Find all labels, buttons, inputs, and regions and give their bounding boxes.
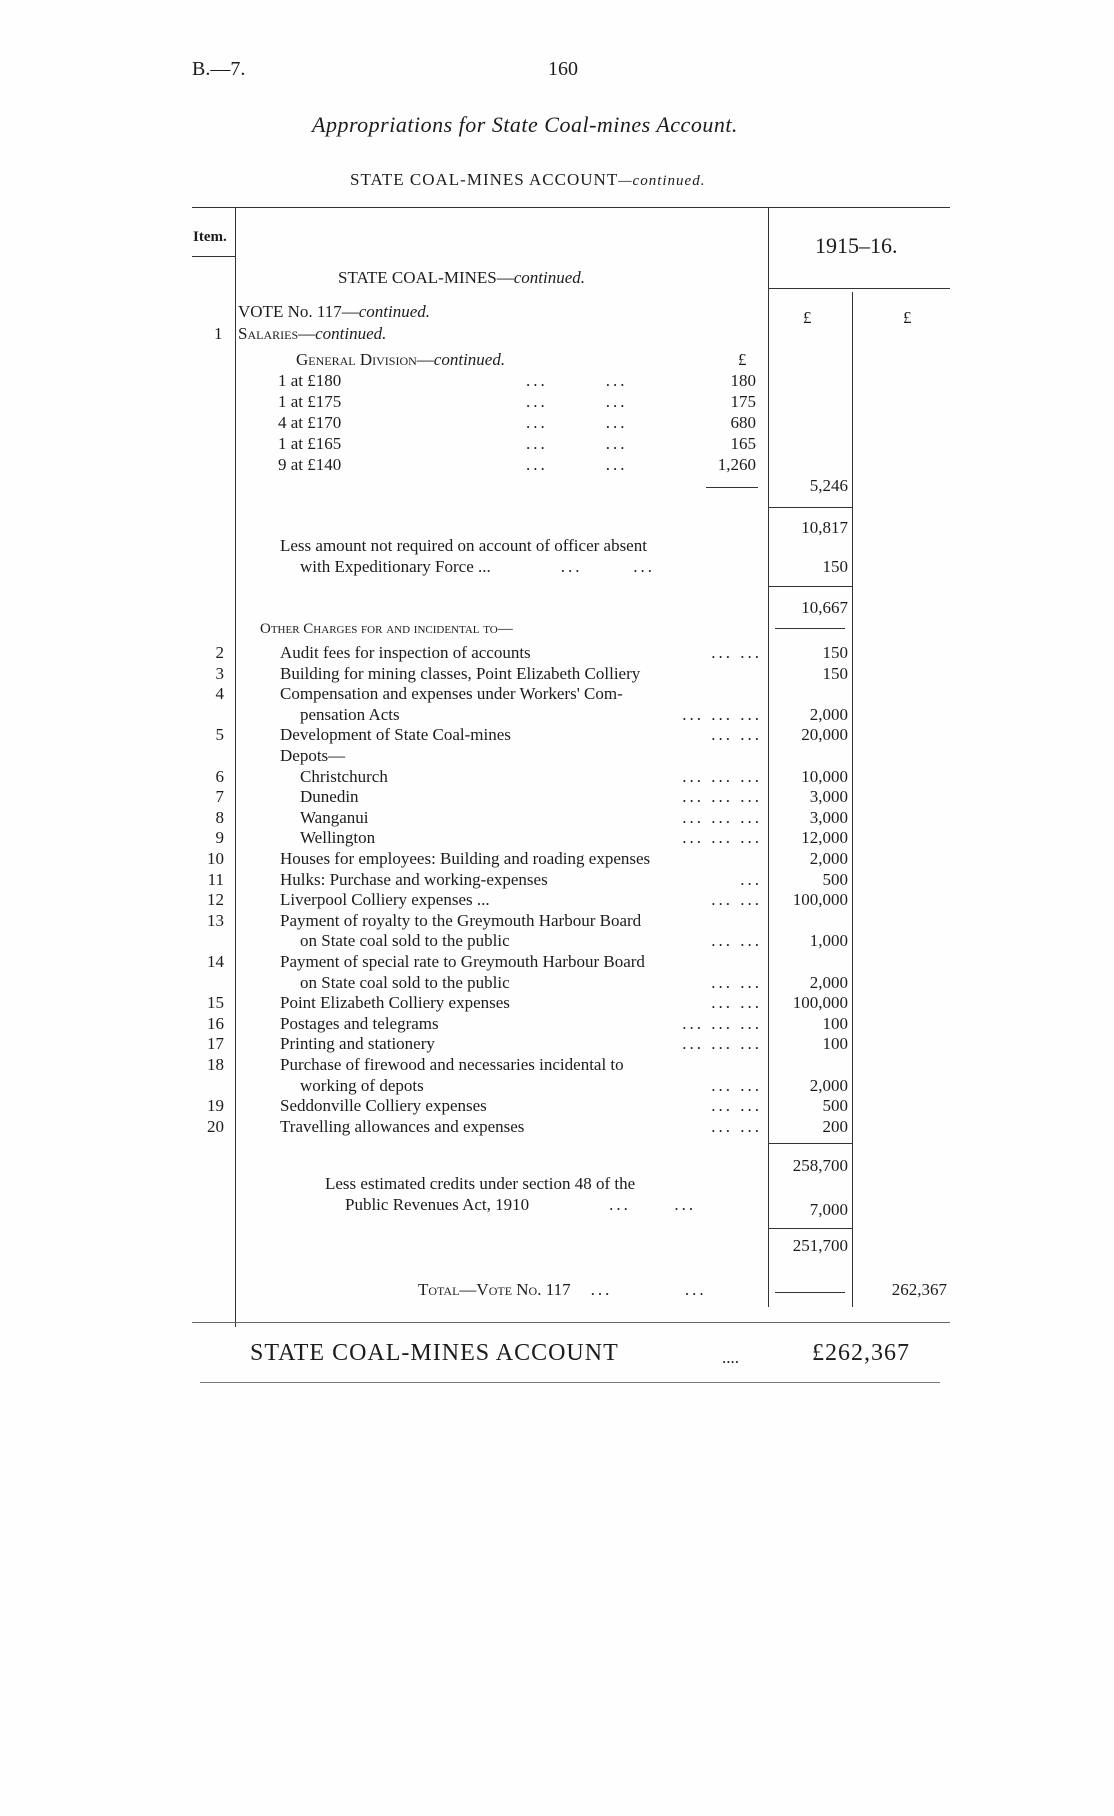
general-division-cont: continued. bbox=[433, 350, 506, 369]
charge-description: Payment of royalty to the Greymouth Harbour Board bbox=[280, 910, 642, 930]
general-division-sum-rule bbox=[706, 487, 758, 488]
salaries-label: Salaries— bbox=[238, 324, 316, 343]
charge-item-number: 2 bbox=[215, 643, 224, 662]
leader-dots: ... ... bbox=[711, 972, 762, 992]
charge-description: Printing and stationery bbox=[280, 1034, 435, 1054]
vote-title bbox=[238, 302, 430, 322]
less-credits-amount: 7,000 bbox=[809, 1200, 848, 1219]
charge-amount: 150 bbox=[822, 663, 848, 683]
charge-amount: 2,000 bbox=[809, 1075, 848, 1095]
charges-sum-rule bbox=[768, 1143, 852, 1144]
vote-total-amount: 262,367 bbox=[891, 1280, 947, 1299]
other-charges-label: Other Charges for and incidental to— bbox=[260, 621, 513, 637]
item-column-rule bbox=[235, 207, 236, 1327]
less-credits-line-2 bbox=[345, 1195, 696, 1215]
charge-description: Dunedin bbox=[300, 787, 359, 807]
charge-item-number: 11 bbox=[207, 869, 224, 889]
charges-net: 251,700 bbox=[792, 1236, 848, 1255]
charge-amount: 100,000 bbox=[792, 890, 848, 910]
charge-item-number: 19 bbox=[207, 1096, 224, 1116]
general-division-row-amount: 1,260 bbox=[717, 455, 756, 474]
footer-dots: .... bbox=[722, 1348, 739, 1367]
leader-dots: ... ... ... bbox=[682, 1034, 762, 1054]
vote-title-cont: continued. bbox=[358, 302, 431, 321]
salaries-subtotal: 10,817 bbox=[801, 518, 848, 537]
leader-dots: ... ... bbox=[711, 993, 762, 1013]
charge-item-number: 6 bbox=[215, 766, 224, 786]
item-column-header: Item. bbox=[193, 229, 227, 245]
charge-description: Purchase of firewood and necessaries incidental to bbox=[280, 1055, 624, 1074]
charge-amount: 150 bbox=[822, 643, 848, 662]
charge-amount: 20,000 bbox=[801, 725, 848, 745]
general-division-row-amount: 175 bbox=[730, 392, 756, 411]
less-credits-dots: ... ... bbox=[609, 1195, 697, 1214]
charge-item-number: 12 bbox=[207, 890, 224, 910]
leader-dots: ... ... bbox=[711, 1096, 762, 1116]
table-bottom-rule bbox=[192, 1322, 950, 1323]
charge-description: Liverpool Colliery expenses ... bbox=[280, 890, 490, 910]
charge-item-number: 17 bbox=[207, 1034, 224, 1054]
charge-amount: 3,000 bbox=[809, 787, 848, 807]
section-title-cont: continued. bbox=[513, 268, 586, 287]
charge-amount: 100,000 bbox=[792, 993, 848, 1013]
footer-rule bbox=[200, 1382, 940, 1383]
general-division-total: 5,246 bbox=[809, 476, 848, 495]
page-number: 160 bbox=[548, 58, 578, 80]
less-officer-line-1: Less amount not required on account of officer absent bbox=[280, 536, 647, 555]
document-reference: B.—7. bbox=[192, 58, 246, 80]
leader-dots: ... ... ... bbox=[682, 704, 762, 724]
less-officer-line-2-text: with Expeditionary Force ... bbox=[300, 557, 491, 576]
currency-header-2: £ bbox=[903, 308, 912, 327]
leader-dots: ... ... ... bbox=[682, 787, 762, 807]
charge-amount: 2,000 bbox=[809, 849, 848, 868]
account-subtitle-cont: —continued. bbox=[618, 173, 706, 189]
general-division-heading bbox=[296, 350, 505, 370]
section-title-main: STATE COAL-MINES— bbox=[338, 268, 514, 287]
charge-amount: 100 bbox=[822, 1034, 848, 1054]
charge-item-number: 15 bbox=[207, 993, 224, 1013]
year-header-rule bbox=[768, 288, 950, 289]
general-division-label: General Division— bbox=[296, 350, 434, 369]
leader-dots: ... ... bbox=[711, 931, 762, 951]
account-subtitle bbox=[350, 170, 705, 190]
leader-dots: ... ... bbox=[711, 1075, 762, 1095]
leader-dots: ... bbox=[740, 869, 762, 889]
charge-description: on State coal sold to the public bbox=[300, 972, 510, 992]
charges-subtotal: 258,700 bbox=[792, 1156, 848, 1175]
general-division-row-amount: 180 bbox=[730, 371, 756, 390]
vote-total-text: Total—Vote No. 117 bbox=[418, 1280, 571, 1299]
charge-description: Development of State Coal-mines bbox=[280, 725, 511, 745]
charge-amount: 3,000 bbox=[809, 807, 848, 827]
charge-amount: 2,000 bbox=[809, 972, 848, 992]
leader-dots: ... ... bbox=[711, 643, 762, 662]
leader-dots: ... ... bbox=[711, 890, 762, 910]
other-charges-heading bbox=[260, 621, 513, 638]
charge-item-number: 13 bbox=[207, 910, 224, 930]
charge-item-number: 5 bbox=[215, 725, 224, 745]
charge-amount: 100 bbox=[822, 1013, 848, 1033]
charge-amount: 500 bbox=[822, 869, 848, 889]
leader-dots: ... ... ... bbox=[682, 807, 762, 827]
charge-item-number: 4 bbox=[215, 684, 224, 704]
footer-account-label: STATE COAL-MINES ACCOUNT bbox=[250, 1340, 619, 1366]
general-division-row-label: 1 at £180 bbox=[278, 371, 342, 390]
charge-description: Building for mining classes, Point Elizabeth Colliery bbox=[280, 663, 641, 683]
leader-dots: ... ... bbox=[711, 1116, 762, 1136]
charges-net-rule bbox=[768, 1228, 852, 1229]
general-division-currency: £ bbox=[738, 350, 747, 369]
total-column-rule bbox=[852, 292, 853, 1307]
vote-total-label bbox=[418, 1280, 707, 1300]
charge-description: Travelling allowances and expenses bbox=[280, 1116, 525, 1136]
general-division-row-label: 1 at £165 bbox=[278, 434, 342, 453]
general-division-row-label: 1 at £175 bbox=[278, 392, 342, 411]
salaries-item-number: 1 bbox=[214, 324, 223, 343]
charge-description: Audit fees for inspection of accounts bbox=[280, 643, 531, 662]
subtotal-rule-2 bbox=[768, 586, 852, 587]
vote-title-main: VOTE No. 117— bbox=[238, 302, 359, 321]
charge-item-number: 20 bbox=[207, 1116, 224, 1136]
less-officer-amount: 150 bbox=[822, 557, 848, 576]
salaries-net-rule bbox=[775, 628, 845, 629]
general-division-row-amount: 680 bbox=[730, 413, 756, 432]
charge-description: Houses for employees: Building and roading expenses bbox=[280, 849, 651, 868]
charge-item-number: 7 bbox=[215, 787, 224, 807]
leader-dots: ... ... bbox=[526, 455, 628, 474]
charge-item-number: 18 bbox=[207, 1055, 224, 1074]
account-subtitle-main: STATE COAL-MINES ACCOUNT bbox=[350, 170, 619, 189]
salaries-heading bbox=[238, 324, 386, 344]
charge-description: pensation Acts bbox=[300, 704, 400, 724]
leader-dots: ... ... bbox=[526, 434, 628, 453]
charge-amount: 200 bbox=[822, 1116, 848, 1136]
charge-description: Postages and telegrams bbox=[280, 1013, 439, 1033]
charge-item-number: 9 bbox=[215, 828, 224, 848]
general-division-row-label: 4 at £170 bbox=[278, 413, 342, 432]
less-officer-dots: ... ... bbox=[560, 557, 655, 576]
general-division-row-label: 9 at £140 bbox=[278, 455, 342, 474]
less-credits-line-1: Less estimated credits under section 48 of the bbox=[325, 1174, 636, 1193]
leader-dots: ... ... bbox=[526, 371, 628, 390]
charge-item-number: 16 bbox=[207, 1013, 224, 1033]
charge-amount: 10,000 bbox=[801, 766, 848, 786]
leader-dots: ... ... bbox=[526, 392, 628, 411]
charge-description: Christchurch bbox=[300, 766, 388, 786]
footer-account-total: £262,367 bbox=[812, 1340, 910, 1366]
charge-description: Payment of special rate to Greymouth Harbour Board bbox=[280, 952, 645, 971]
charge-description: Depots— bbox=[280, 746, 346, 765]
subtotal-rule-1 bbox=[768, 507, 852, 508]
charge-amount: 500 bbox=[822, 1096, 848, 1116]
leader-dots: ... ... bbox=[526, 413, 628, 432]
salaries-net: 10,667 bbox=[801, 598, 848, 617]
section-title bbox=[338, 268, 585, 288]
charge-item-number: 3 bbox=[215, 663, 224, 683]
table-top-rule bbox=[192, 207, 950, 208]
leader-dots: ... ... bbox=[711, 725, 762, 745]
charge-description: Wanganui bbox=[300, 807, 369, 827]
charge-amount: 1,000 bbox=[809, 931, 848, 951]
charge-description: Point Elizabeth Colliery expenses bbox=[280, 993, 510, 1013]
currency-header-1: £ bbox=[803, 308, 812, 327]
item-header-rule bbox=[192, 256, 235, 257]
less-credits-line-2-text: Public Revenues Act, 1910 bbox=[345, 1195, 530, 1214]
less-officer-line-2 bbox=[300, 557, 655, 577]
charge-amount: 2,000 bbox=[809, 704, 848, 724]
leader-dots: ... ... ... bbox=[682, 766, 762, 786]
charge-item-number: 10 bbox=[207, 849, 224, 868]
charge-item-number: 14 bbox=[207, 952, 224, 971]
leader-dots: ... ... ... bbox=[682, 828, 762, 848]
leader-dots: ... ... ... bbox=[682, 1013, 762, 1033]
amount-column-rule bbox=[768, 207, 769, 1307]
charge-description: Hulks: Purchase and working-expenses bbox=[280, 869, 548, 889]
general-division-row-amount: 165 bbox=[730, 434, 756, 453]
salaries-cont: continued. bbox=[315, 324, 387, 343]
page-title: Appropriations for State Coal-mines Account. bbox=[312, 112, 738, 137]
charge-description: Compensation and expenses under Workers' Com- bbox=[280, 684, 623, 704]
vote-total-dots: ... ... bbox=[590, 1280, 707, 1299]
charge-description: Seddonville Colliery expenses bbox=[280, 1096, 487, 1116]
charge-description: on State coal sold to the public bbox=[300, 931, 510, 951]
charge-description: working of depots bbox=[300, 1075, 424, 1095]
vote-total-rule bbox=[775, 1292, 845, 1293]
charge-amount: 12,000 bbox=[801, 828, 848, 848]
charge-description: Wellington bbox=[300, 828, 376, 848]
year-header: 1915–16. bbox=[815, 233, 898, 258]
charge-item-number: 8 bbox=[215, 807, 224, 827]
